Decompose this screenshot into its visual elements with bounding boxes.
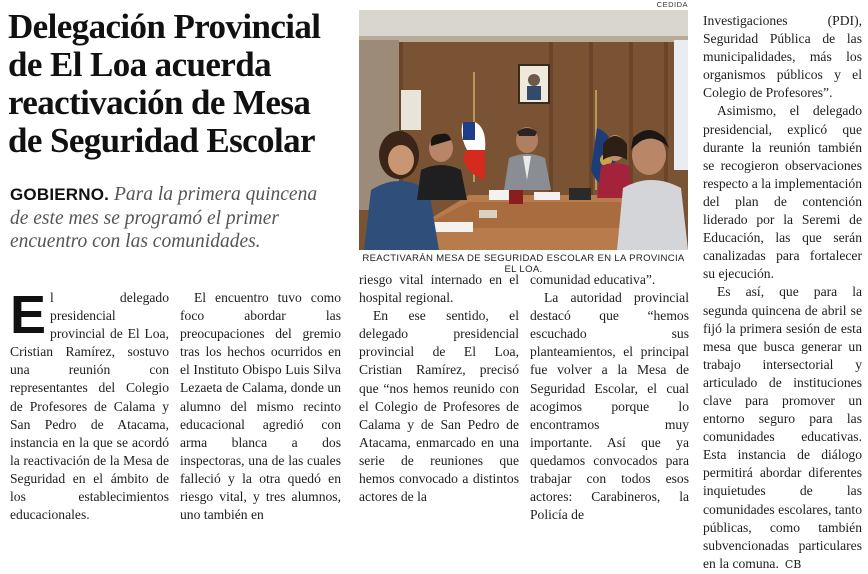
body-paragraph [703, 283, 862, 574]
section-kicker: GOBIERNO. [10, 185, 110, 204]
lead-text: Para la primera quincena de este mes se programó el primer encuentro con las comunidades. [10, 184, 318, 252]
headline: Delegación Provincial de El Loa acuerda reactivación de Mesa de Seguridad Escolar [8, 7, 321, 160]
body-paragraph: riesgo vital internado en el hospital regional. [359, 272, 519, 306]
end-mark: CB [784, 557, 802, 571]
body-column-2 [180, 289, 341, 524]
body-paragraph: El encuentro tuvo como foco abordar las preocupaciones del gremio tras los hechos ocurridos en el Instituto Obispo Luis Silva Lezaeta de Calama, donde un alumno del mismo recinto educacional agredió con arma blanca a dos inspectoras, una de las cuales falleció y la otra quedó en riesgo vital, y tres alumnos, uno también en [180, 290, 341, 523]
body-paragraph: En ese sentido, el delegado presidencial provincial de El Loa, Cristian Ramírez, precisó que “nos hemos reunido con el Colegio de Profesores de Calama y de San Pedro de Atacama, enmarcado en una serie de reuniones que hemos convocado a distintos actores de la [359, 308, 519, 505]
photo-credit: CEDIDA [656, 0, 688, 9]
body-paragraph-text: Es así, que para la segunda quincena de abril se fijó la primera sesión de esta mesa que busca generar un trabajo intersectorial y articulado de instituciones clave para promover un entorno seguro para las comunidades educativas. Esta instancia de diálogo permitirá abordar diferentes inquietudes de las comunidades escolares, tanto públicas, como también subvencionadas particulares en la comuna. [703, 284, 862, 571]
drop-cap: E [10, 285, 47, 345]
body-paragraph: Investigaciones (PDI), Seguridad Pública de las municipalidades, más los organismos públicos y el Colegio de Profesores”. [703, 13, 862, 101]
meeting-photo [359, 10, 688, 250]
photo-caption: REACTIVARÁN MESA DE SEGURIDAD ESCOLAR EN LA PROVINCIA EL LOA. [362, 253, 685, 275]
body-column-3 [359, 271, 519, 506]
body-column-4 [530, 271, 689, 524]
body-paragraph: comunidad educativa”. [530, 272, 656, 287]
body-column-5 [703, 12, 862, 574]
body-paragraph: La autoridad provincial destacó que “hemos escuchado sus planteamientos, el principal fue volver a la Mesa de Seguridad Escolar, el cual acogimos porque lo encontramos muy importante. Así que ya quedamos convocados para trabajar con todos esos actores: Carabineros, la Policía de [530, 290, 689, 523]
lead-paragraph [10, 183, 340, 254]
body-column-1 [10, 285, 169, 524]
body-paragraph: Asimismo, el delegado presidencial, explicó que durante la reunión también se recogieron observaciones respecto a la implementación del plan de contención liderado por la Seremi de Educación, las que serán canalizadas para fortalecer su ejecución. [703, 103, 862, 282]
body-paragraph: l delegado presidencial provincial de El Loa, Cristian Ramírez, sostuvo una reunión con representantes del Colegio de Profesores de Calama y San Pedro de Atacama, instancia en la que se acordó la reactivación de la Mesa de Seguridad en el ámbito de los establecimientos educacionales. [10, 290, 169, 523]
